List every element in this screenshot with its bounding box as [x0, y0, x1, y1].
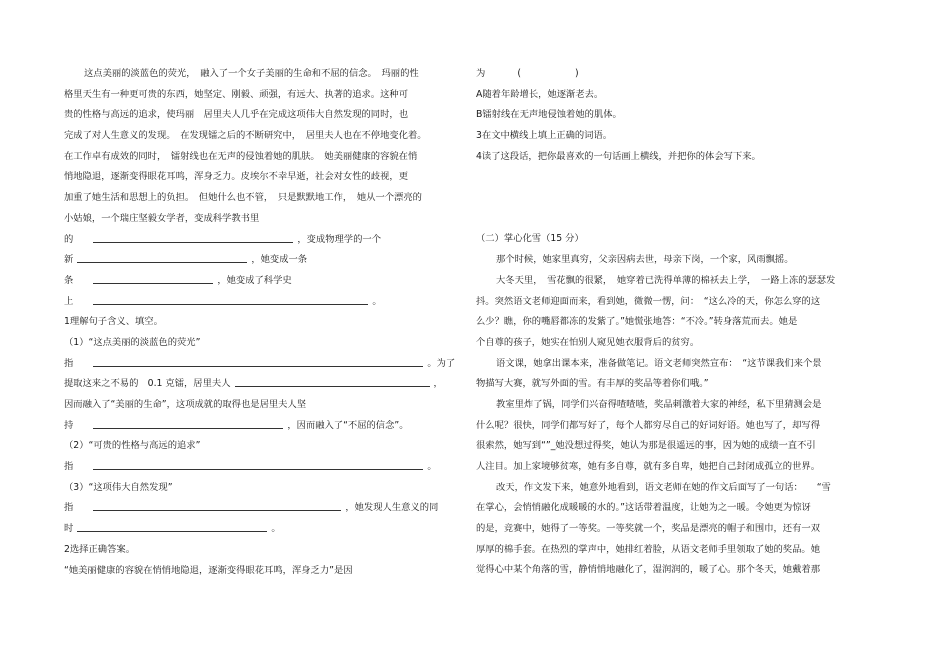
passage-line: 悄地隐退，逐渐变得眼花耳鸣，浑身乏力。皮埃尔不幸早逝，社会对女性的歧视，更: [64, 171, 408, 183]
question-1b: （2）“可贵的性格与高远的追求”: [64, 440, 201, 452]
story-line: 很索然，她写到“”_她没想过得奖，她认为那是很遥远的事，因为她的成绩一直不引: [476, 440, 816, 452]
question-4: 4读了这段话，把你最喜欢的一句话画上横线，并把你的体会写下来。: [476, 150, 761, 162]
fill-line: 新 ，她变成一条: [64, 254, 308, 266]
passage-line: 贵的性格与高远的追求，使玛丽 居里夫人几乎在完成这项伟大自然发现的同时，也: [64, 109, 408, 121]
answer-blank[interactable]: [93, 500, 341, 511]
fill-line: 指 ，她发现人生意义的同: [64, 502, 439, 514]
fill-line: 条 ，她变成了科学史: [64, 274, 292, 286]
answer-blank[interactable]: [93, 418, 283, 429]
story-line: 教室里炸了锅，同学们兴奋得喳喳喳，奖品刺激着大家的神经，私下里猜测会是: [496, 398, 822, 410]
fill-line: 时 。: [64, 523, 281, 535]
answer-blank[interactable]: [93, 356, 423, 367]
answer-blank[interactable]: [235, 376, 430, 387]
answer-bracket-line: 为 ( ): [476, 68, 579, 79]
option-b: B镭射线在无声地侵蚀着她的肌体。: [476, 109, 622, 121]
section-title: （二）掌心化雪（15 分）: [476, 233, 584, 245]
question-1a: （1）“这点美丽的淡蓝色的荧光”: [64, 336, 201, 348]
story-line: 大冬天里， 雪花飘的很紧， 她穿着已洗得单薄的棉袄去上学， 一路上冻的瑟瑟发: [496, 274, 836, 286]
story-line: 的是，竞赛中，她得了一等奖。一等奖就一个，奖品是漂亮的帽子和围巾，还有一双: [476, 523, 820, 535]
question-2-quote: “她美丽健康的容貌在悄悄地隐退，逐渐变得眼花耳鸣，浑身乏力”是因: [64, 564, 353, 576]
story-line: 语文课，她拿出课本来，准备做笔记。语文老师突然宣布： “这节课我们来个景: [496, 357, 822, 369]
answer-blank[interactable]: [93, 273, 213, 284]
fill-line: 提取这来之不易的 0.1 克镭，居里夫人 ，: [64, 378, 443, 390]
story-line: 厚厚的棉手套。在热烈的掌声中，她排红着脸，从语文老师手里领取了她的奖品。她: [476, 543, 820, 555]
passage-line: 加重了她生活和思想上的负担。 但她什么也不管， 只是默默地工作， 她从一个漂亮的: [64, 192, 422, 204]
option-a: A随着年龄增长，她逐渐老去。: [476, 88, 604, 100]
question-3: 3在文中横线上填上正确的词语。: [476, 130, 613, 142]
answer-blank[interactable]: [93, 294, 368, 305]
question-2: 2选择正确答案。: [64, 543, 135, 555]
passage-line: 在工作卓有成效的同时， 镭射线也在无声的侵蚀着她的肌肤。 她美丽健康的容貌在悄: [64, 150, 418, 162]
story-line: 改天，作文发下来，她意外地看到，语文老师在她的作文后面写了一句话： “雪: [496, 481, 831, 493]
passage-line: 格里天生有一种更可贵的东西，她坚定、刚毅、顽强，有远大、执著的追求。这种可: [64, 88, 408, 100]
story-line: 那个时候，她家里真穷，父亲因病去世，母亲下岗，一个家，风雨飘摇。: [496, 254, 794, 266]
fill-line: 指 。为了: [64, 357, 456, 369]
fill-line: 持 ，因而融入了“不屈的信念”。: [64, 419, 409, 431]
fill-line: 指 。: [64, 461, 437, 473]
story-line: 在掌心，会悄悄融化成暖暖的水的。”这话带着温度，让她为之一暖。令她更为惊讶: [476, 502, 811, 514]
passage-line: 完成了对人生意义的发现。 在发现镭之后的不断研究中， 居里夫人也在不停地变化着。: [64, 130, 427, 142]
question-1: 1理解句子含义、填空。: [64, 316, 163, 328]
answer-space: [476, 167, 856, 229]
left-column: [64, 64, 456, 581]
passage-line: 因而融入了“美丽的生命”，这项成就的取得也是居里夫人坚: [64, 399, 307, 410]
story-line: 物描写大赛，就写外面的雪。有丰厚的奖品等着你们哦。”: [476, 378, 709, 390]
answer-blank[interactable]: [93, 232, 293, 243]
question-1c: （3）“这项伟大自然发现”: [64, 481, 173, 493]
answer-blank[interactable]: [77, 521, 267, 532]
story-line: 个自尊的孩子，她实在怕别人窥见她衣服背后的贫穷。: [476, 336, 700, 348]
passage-line: 小姑娘，一个瑞庄坚毅女学者，变成科学教书里: [64, 212, 260, 224]
fill-line: 上 。: [64, 295, 382, 307]
story-line: 什么呢？很快，同学们都写好了，每个人都穷尽自己的好词好语。她也写了，却写得: [476, 419, 820, 431]
story-line: 么少？瞧，你的嘴唇都冻的发紫了。”她慌张地答：“不冷。”转身落荒而去。她是: [476, 316, 798, 328]
right-column: [476, 64, 856, 581]
answer-blank[interactable]: [77, 252, 247, 263]
story-line: 人注目。加上家境够贫寒，她有多自尊，就有多自卑，她把自己封闭成孤立的世界。: [476, 461, 820, 472]
story-line: 觉得心中某个角落的雪，静悄悄地融化了，湿润润的，暖了心。那个冬天，她戴着那: [476, 564, 820, 576]
story-line: 抖。突然语文老师迎面而来，看到她，微微一愣，问： “这么冷的天，你怎么穿的这: [476, 295, 821, 307]
fill-line: 的 ，变成物理学的一个: [64, 233, 381, 245]
passage-line: 这点美丽的淡蓝色的荧光， 融入了一个女子美丽的生命和不屈的信念。 玛丽的性: [84, 68, 419, 79]
answer-blank[interactable]: [93, 459, 423, 470]
